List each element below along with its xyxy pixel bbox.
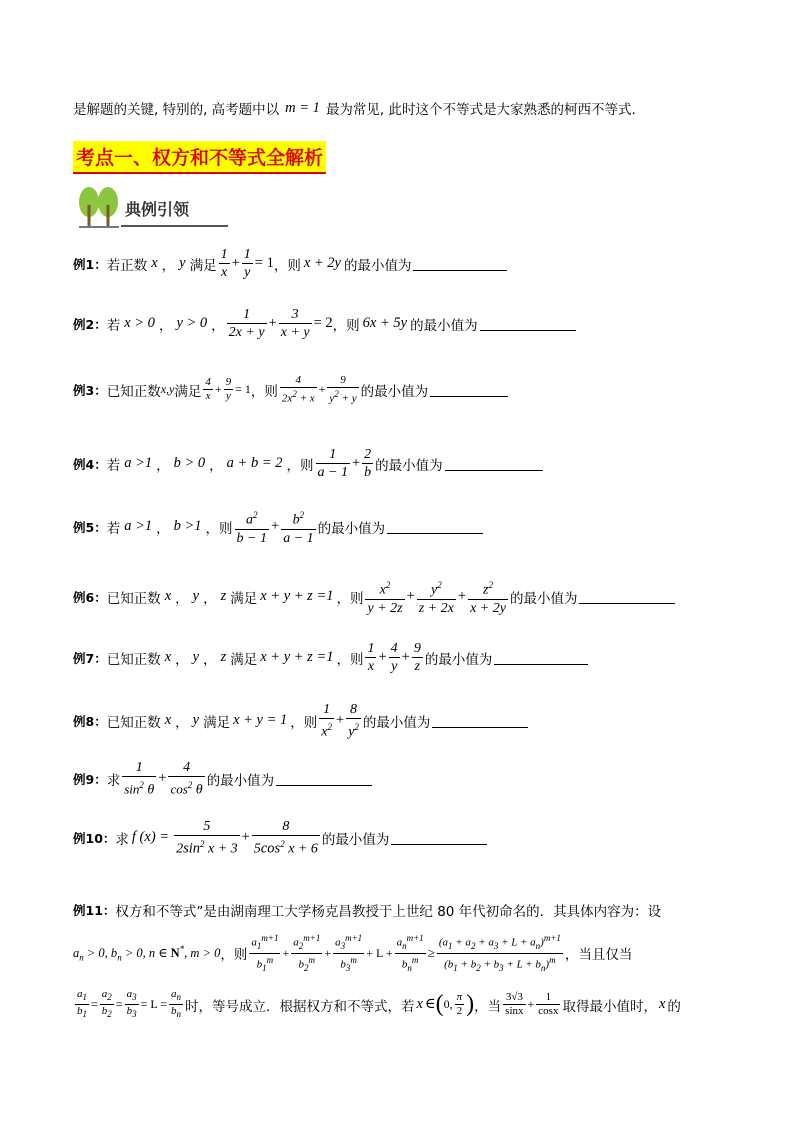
example-9-text: 求 [106,772,121,789]
example-5: 例5： 若 a >1 ， b >1 ，则 $a^2$ b − 1 + $b^2$ a − 1 的最小值为 [73,507,483,547]
example-8: 例8： 已知正数 x ， y 满足 x + y = 1 ，则 1 $x^2$ + 8 $y^2$ 的最小值为 [73,701,528,741]
example-1-text: 的最小值为 [343,257,412,274]
example-3-text: 满足 [174,383,202,400]
example-6-text: 满足 [230,590,258,607]
example-7-text: 的最小值为 [424,651,493,668]
example-8-label: 例8： [73,713,107,729]
example-7-text: 满足 [230,651,258,668]
example-10: 例10： 求 f (x) = 5 $2\sin^2$ x + 3 + 8 $5\cos^2$ x + 6 的最小值为 [73,818,487,858]
example-10-text: 求 [115,831,129,848]
example-11-label: 例11： [73,903,116,918]
example-5-text: 的最小值为 [317,520,386,537]
answer-blank[interactable] [480,316,576,331]
example-3-text: 已知正数 [106,383,161,400]
example-4: 例4： 若 a >1 ， b > 0 ， a + b = 2 ，则 1 a − 1 + 2 b 的最小值为 [73,446,543,481]
example-11 [73,900,661,920]
example-11-condition-line: $a_1$ $b_1$ = $a_2$ $b_2$ = $a_3$ $b_3$ = L = $a_n$ $b_n$ 时，等号成立．根据权方和不等式，若 x ∈ ( 0, π 2 ) ，当 3√3 sinx + 1 cosx 取得最小值时， x 的 [77,988,681,1020]
example-7-text: ，则 [336,651,364,668]
example-11-text: 取得最小值时， [562,998,657,1015]
example-4-text: ，则 [286,457,314,474]
example-6-text: ，则 [336,590,364,607]
answer-blank[interactable] [445,456,543,471]
example-7: 例7： 已知正数 x ， y ， z 满足 x + y + z =1 ，则 1 x + 4 y + 9 z 的最小值为 [73,640,588,675]
example-6: 例6： 已知正数 x ， y ， z 满足 x + y + z =1 ，则 $x^2$ y + 2z + $y^2$ z + 2x + $z^2$ x + 2y 的最小值为 [73,577,675,617]
example-11-text: ，则 [220,947,248,964]
example-8-text: 已知正数 [106,714,161,731]
example-8-text: 满足 [203,714,231,731]
example-1-text: 若正数 [106,257,148,274]
example-3-text: ，则 [250,383,278,400]
answer-blank[interactable] [391,830,487,845]
example-2-text: 的最小值为 [410,317,478,334]
badge-label: 典例引领 [125,200,190,219]
answer-blank[interactable] [430,382,508,397]
example-9: 例9： 求 1 $\sin^2 \theta$ + 4 $\cos^2 \theta$ 的最小值为 [73,759,372,799]
answer-blank[interactable] [276,771,372,786]
example-3-label: 例3： [73,382,107,398]
example-5-label: 例5： [73,519,107,535]
example-11-formula-line: $a_n > 0$, $b_n > 0$, n ∈ N*, m > 0 ，则 $a_1^{m+1}$ $b_1^m$ + $a_2^{m+1}$ $b_2^m$ + $a_3^{m+1}$ $b_3^m$ + L + $a_n^{m+1}$ $b_n^m$ ≥ $(a_1 + a_2 + a_3 + L + a_n)^{m+1}$ $(b_1 + b_2 + b_3 + L + b_n)^m$ ，当且仅当 [73,933,633,973]
example-6-text: 已知正数 [106,590,161,607]
answer-blank[interactable] [413,256,507,271]
example-2-text: 若 [106,317,121,334]
example-11-text: 时，等号成立．根据权方和不等式，若 [184,998,415,1015]
answer-blank[interactable] [579,589,675,604]
example-11-text: 权方和不等式”是由湖南理工大学杨克昌教授于上世纪 80 年代初命名的．其具体内容为：设 [115,904,662,920]
section-title: 考点一、权方和不等式全解析 [73,141,326,174]
example-9-label: 例9： [73,771,107,787]
example-10-text: 的最小值为 [321,831,390,848]
example-7-label: 例7： [73,650,107,666]
example-1-text: 满足 [189,257,217,274]
example-10-label: 例10： [73,830,116,846]
badge-underline [121,225,228,227]
answer-blank[interactable] [432,713,528,728]
example-11-text: ，当且仅当 [564,947,633,964]
example-11-text: ，当 [474,998,502,1015]
example-8-text: 的最小值为 [362,714,431,731]
example-5-text: 若 [106,520,121,537]
example-7-text: 已知正数 [106,651,161,668]
tree-icon [73,185,123,231]
example-4-text: 若 [106,457,121,474]
answer-blank[interactable] [387,519,483,534]
intro-line [73,98,636,118]
example-8-text: ，则 [290,714,318,731]
example-4-text: 的最小值为 [375,457,443,474]
example-1-text: ，则 [273,257,301,274]
example-2-text: ，则 [332,317,360,334]
example-2: 例2： 若 x > 0 ， y > 0 ， 1 2x + y + 3 x + y = 2 ，则 6x + 5y 的最小值为 [73,306,576,341]
example-2-label: 例2： [73,316,107,332]
example-6-label: 例6： [73,589,107,605]
example-5-text: ，则 [205,520,233,537]
example-badge [73,185,228,231]
example-3: 例3： 已知正数 x,y 满足 4 x + 9 y = 1 ，则 4 $2x^2 + x$ + 9 $y^2 + y$ 的最小值为 [73,374,508,406]
intro-text-before: 是解题的关键, 特别的, 高考题中以 [73,102,280,118]
example-1-label: 例1： [73,256,107,272]
intro-math: m = 1 [285,99,320,116]
example-6-text: 的最小值为 [509,590,578,607]
example-4-label: 例4： [73,456,107,472]
answer-blank[interactable] [494,650,588,665]
example-11-text: 的 [667,998,681,1015]
example-1: 例1： 若正数 x ， y 满足 1 x + 1 y = 1 ，则 x + 2y 的最小值为 [73,246,507,281]
intro-text-after: 最为常见, 此时这个不等式是大家熟悉的柯西不等式. [325,102,636,118]
example-3-text: 的最小值为 [360,383,429,400]
example-9-text: 的最小值为 [206,772,275,789]
